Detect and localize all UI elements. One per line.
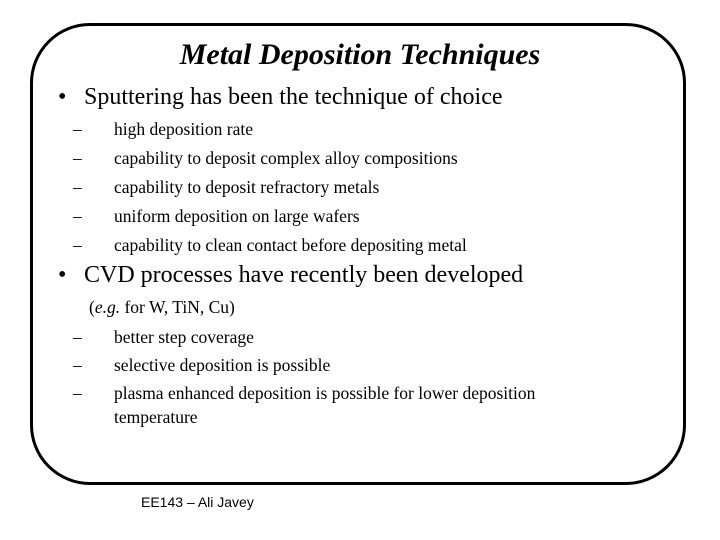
list-item-text: capability to clean contact before depositing metal (114, 235, 467, 255)
bullet-sputtering (58, 84, 503, 111)
dash-marker: – (73, 327, 82, 347)
note-eg: e.g. (94, 297, 121, 317)
bullet-marker: • (58, 262, 67, 288)
bullet-text: CVD processes have recently been developed (84, 262, 524, 288)
slide-title: Metal Deposition Techniques (179, 38, 541, 71)
dash-marker: – (73, 119, 82, 139)
cvd-example-note (89, 297, 235, 318)
list-item-text: capability to deposit complex alloy compositions (114, 148, 458, 168)
dash-marker: – (73, 383, 82, 403)
note-materials: for W, TiN, Cu) (120, 297, 235, 317)
list-item (73, 148, 458, 169)
list-item-text: high deposition rate (114, 119, 254, 139)
list-item (73, 383, 535, 404)
dash-marker: – (73, 235, 82, 255)
note-paren: ( (89, 297, 95, 317)
list-item (73, 327, 254, 348)
list-item (73, 119, 253, 140)
list-item-text: plasma enhanced deposition is possible for lower deposition (114, 383, 536, 403)
list-item-text: better step coverage (114, 327, 254, 347)
list-item-continuation: temperature (114, 407, 198, 427)
list-item (73, 206, 360, 227)
dash-marker: – (73, 148, 82, 168)
bullet-marker: • (58, 84, 67, 110)
footer-credit: EE143 – Ali Javey (141, 494, 254, 510)
list-item (73, 235, 467, 256)
list-item (73, 177, 379, 198)
bullet-text: Sputtering has been the technique of choice (84, 84, 503, 110)
dash-marker: – (73, 177, 82, 197)
dash-marker: – (73, 206, 82, 226)
list-item-text: capability to deposit refractory metals (114, 177, 380, 197)
list-item-text: uniform deposition on large wafers (114, 206, 360, 226)
dash-marker: – (73, 355, 82, 375)
list-item (73, 355, 330, 376)
bullet-cvd (58, 262, 523, 289)
list-item-text: selective deposition is possible (114, 355, 331, 375)
